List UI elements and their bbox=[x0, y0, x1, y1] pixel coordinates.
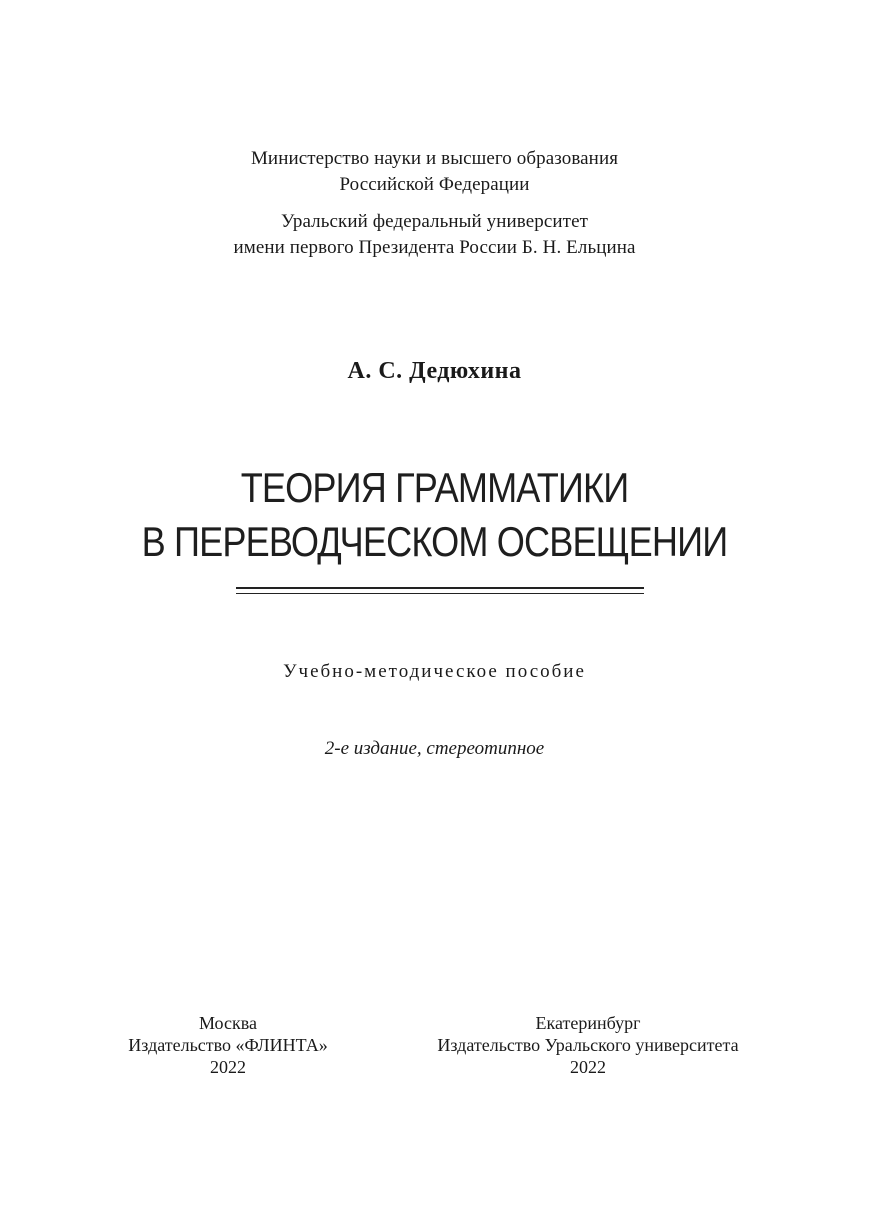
publisher-left bbox=[118, 1012, 338, 1078]
publisher-right-name: Издательство Уральского университета bbox=[437, 1035, 739, 1055]
publisher-right-year: 2022 bbox=[570, 1057, 606, 1077]
ministry-line-1: Министерство науки и высшего образования bbox=[250, 148, 619, 169]
publisher-left-year: 2022 bbox=[210, 1057, 246, 1077]
book-title-line-1: ТЕОРИЯ ГРАММАТИКИ bbox=[240, 464, 629, 511]
university-line-2: имени первого Президента России Б. Н. Ельцина bbox=[233, 237, 636, 258]
book-title-line-2: В ПЕРЕВОДЧЕСКОМ ОСВЕЩЕНИИ bbox=[141, 518, 728, 565]
edition-note: 2-е издание, стереотипное bbox=[324, 738, 545, 759]
publisher-left-city: Москва bbox=[199, 1013, 257, 1033]
publisher-right bbox=[410, 1012, 766, 1078]
ministry-line-2: Российской Федерации bbox=[339, 174, 530, 195]
title-rule-bottom bbox=[236, 593, 644, 594]
publisher-left-name: Издательство «ФЛИНТА» bbox=[128, 1035, 328, 1055]
title-rule-top bbox=[236, 587, 644, 589]
book-subtitle: Учебно-методическое пособие bbox=[283, 661, 586, 682]
publisher-right-city: Екатеринбург bbox=[535, 1013, 641, 1033]
author-name: А. С. Дедюхина bbox=[347, 358, 522, 384]
university-line-1: Уральский федеральный университет bbox=[280, 211, 589, 232]
